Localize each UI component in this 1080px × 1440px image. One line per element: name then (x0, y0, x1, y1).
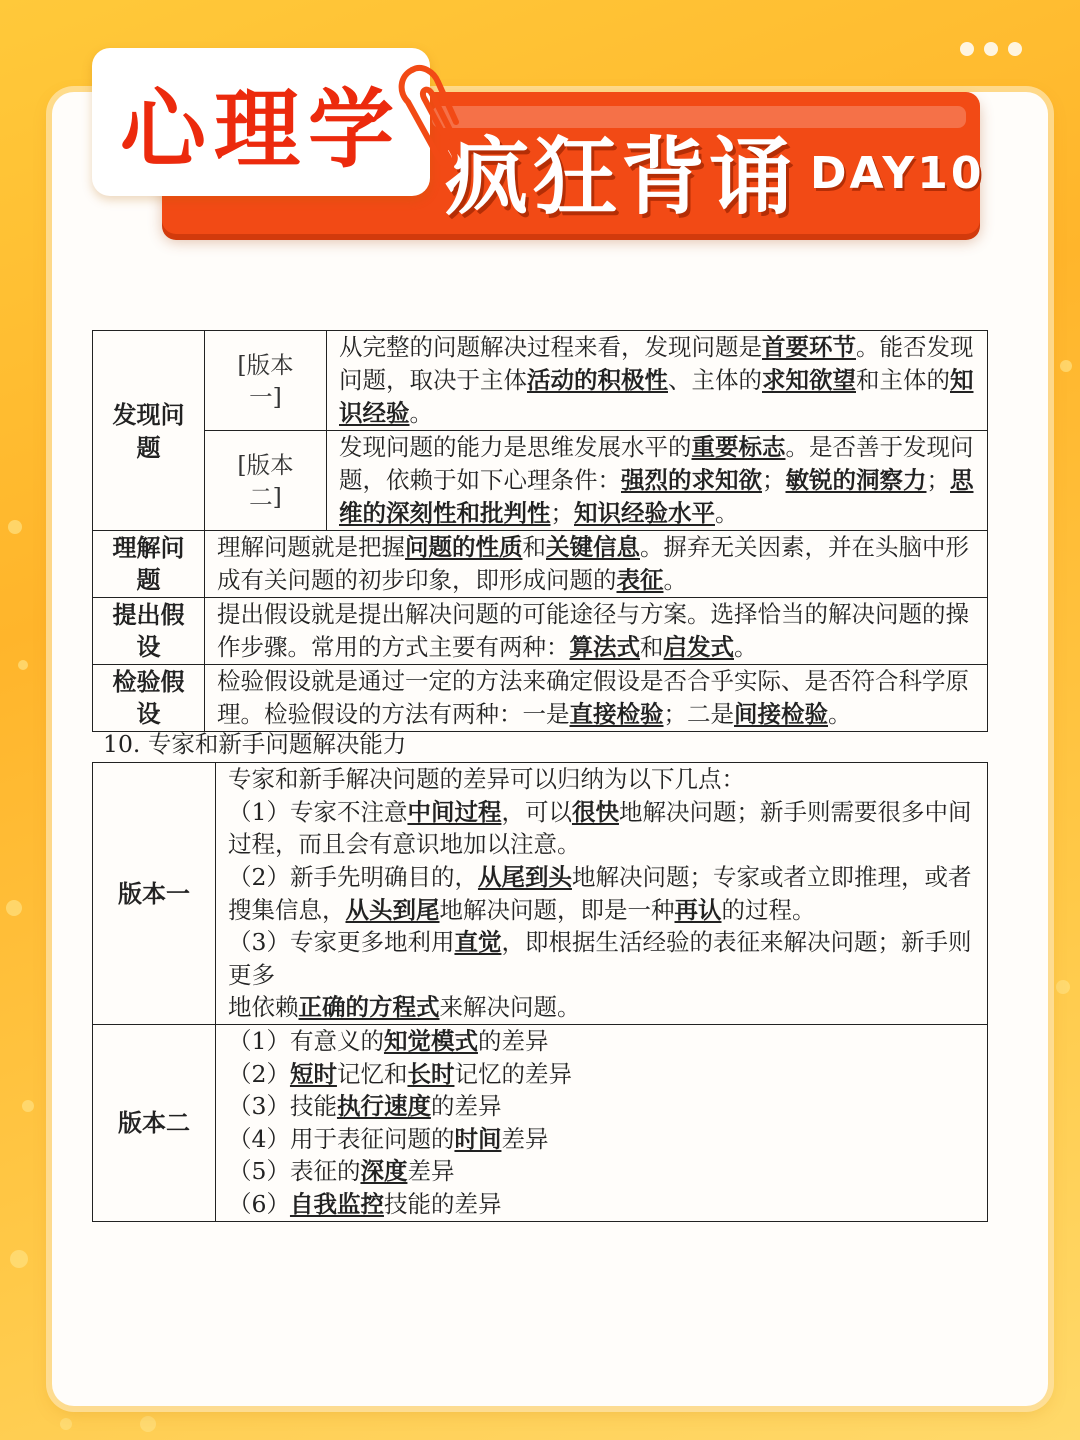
key-term: 很快 (571, 797, 619, 826)
problem-solving-table (92, 330, 988, 732)
text-run: ； (926, 466, 950, 494)
row-heading: 版本一 (93, 763, 216, 1025)
table-row (93, 331, 988, 431)
text-run: 。 (734, 633, 758, 661)
key-term: 时间 (454, 1124, 502, 1153)
text-run: 技能的差异 (383, 1189, 502, 1218)
text-run: 。 (828, 700, 852, 728)
key-term: 长时 (407, 1059, 455, 1088)
version-two-points (216, 1025, 987, 1221)
text-run: 的过程。 (721, 895, 816, 924)
title-left: 心理学 (120, 80, 402, 180)
point (228, 991, 975, 1024)
difference-item (228, 1058, 975, 1091)
text-run: ，即根据生活经验的表征来解决问题；新手则更多 (228, 928, 972, 989)
text-run: 。 (663, 566, 687, 594)
text-run: 地解决问题，即是一种 (439, 895, 675, 924)
decor-dot (18, 660, 28, 670)
decor-dot (1056, 980, 1070, 994)
text-run: 的差异 (477, 1027, 549, 1055)
table-row (93, 598, 988, 665)
text-run: （2）新手先明确目的， (228, 862, 478, 891)
table-row (93, 431, 988, 531)
key-term: 问题的性质 (405, 533, 523, 561)
difference-item (228, 1188, 975, 1221)
text-run: 差异 (407, 1157, 455, 1186)
key-term: 知识经验 (339, 366, 974, 427)
difference-item (228, 1090, 975, 1123)
decor-dot (6, 900, 22, 916)
point (228, 796, 975, 861)
version-label: [版本二] (205, 431, 327, 531)
text-run: （4）用于表征问题的 (228, 1124, 455, 1153)
text-run: 提出假设就是提出解决问题的可能途径与方案。选择恰当的解决问题的操作步骤。常用的方式主要有两种： (217, 600, 969, 661)
key-term: 求知欲望 (762, 366, 856, 394)
row-content (216, 1025, 988, 1222)
key-term: 再认 (674, 895, 722, 924)
paperclip-icon (392, 62, 462, 172)
row-content (205, 531, 988, 598)
text-run: ； (762, 466, 786, 494)
row-heading: 版本二 (93, 1025, 216, 1222)
decor-dot (140, 1416, 156, 1432)
text-run: 地依赖 (228, 993, 299, 1022)
text-run: （3）技能 (228, 1092, 337, 1121)
table-row (93, 763, 988, 1025)
row-heading: 检验假设 (93, 665, 205, 732)
key-term: 间接检验 (734, 700, 828, 728)
key-term: 重要标志 (691, 433, 786, 461)
point (228, 763, 975, 796)
key-term: 正确的方程式 (298, 993, 440, 1022)
difference-item (228, 1155, 975, 1188)
decor-dot (60, 1418, 72, 1430)
key-term: 执行速度 (336, 1092, 431, 1121)
key-term: 直觉 (454, 928, 502, 957)
key-term: 强烈的求知欲 (621, 466, 762, 494)
text-run: （1）专家不注意 (228, 797, 408, 826)
difference-item (228, 1025, 975, 1058)
text-run: （5）表征的 (228, 1157, 361, 1186)
key-term: 知觉模式 (383, 1027, 478, 1055)
decor-dot (10, 1250, 28, 1268)
text-run: ；二是 (663, 700, 734, 728)
row-content (327, 331, 988, 431)
text-run: （6） (228, 1189, 290, 1218)
page-indicator (960, 42, 1022, 56)
row-heading: 提出假设 (93, 598, 205, 665)
text-run: 专家和新手解决问题的差异可以归纳为以下几点： (228, 765, 745, 794)
text-run: 。 (715, 499, 739, 527)
text-run: 差异 (501, 1124, 549, 1153)
text-run: 记忆和 (336, 1059, 408, 1088)
text-run: 。摒弃无关因素，并在头脑中形成有关问题的初步印象，即形成问题的 (217, 533, 969, 594)
version-label: [版本一] (205, 331, 327, 431)
decor-dot (8, 520, 22, 534)
table-row (93, 531, 988, 598)
text-run: 理解问题就是把握 (217, 533, 405, 561)
difference-item (228, 1123, 975, 1156)
decor-dot (1060, 360, 1072, 372)
text-run: 发现问题的能力是思维发展水平的 (339, 433, 692, 461)
text-run: 检验假设就是通过一定的方法来确定假设是否合乎实际、是否符合科学原理。检验假设的方法有两种：一是 (217, 667, 969, 728)
text-run: 的差异 (430, 1092, 502, 1121)
text-run: 从完整的问题解决过程来看，发现问题是 (339, 333, 762, 361)
row-heading: 发现问题 (93, 331, 205, 531)
key-term: 直接检验 (569, 700, 664, 728)
key-term: 思维的深刻性和批判性 (339, 466, 974, 527)
key-term: 表征 (616, 566, 664, 594)
text-run: 、主体的 (668, 366, 762, 394)
text-run: （2） (228, 1059, 290, 1088)
text-run: 。是否善于发现问题，依赖于如下心理条件： (339, 433, 974, 494)
decor-dot (22, 1100, 34, 1112)
text-run: ； (550, 499, 574, 527)
key-term: 中间过程 (407, 797, 502, 826)
title-day: DAY10 (810, 148, 985, 199)
key-term: 首要环节 (762, 333, 856, 361)
row-content (205, 598, 988, 665)
row-content (327, 431, 988, 531)
key-term: 自我监控 (289, 1189, 384, 1218)
key-term: 启发式 (663, 633, 734, 661)
text-run: 和 (522, 533, 546, 561)
text-run: ，可以 (501, 797, 572, 826)
text-run: 和主体的 (856, 366, 950, 394)
point (228, 926, 975, 991)
text-run: 。能否发现问题，取决于主体 (339, 333, 974, 394)
key-term: 算法式 (569, 633, 640, 661)
text-run: 地解决问题；专家或者立即推理，或者搜集信息， (228, 862, 972, 924)
row-content (216, 763, 988, 1025)
text-run: 地解决问题；新手则需要很多中间过程，而且会有意识地加以注意。 (228, 797, 972, 859)
key-term: 知识经验水平 (574, 499, 715, 527)
version-one-points (216, 763, 987, 1024)
text-run: （1）有意义的 (228, 1027, 384, 1055)
key-term: 从尾到头 (477, 862, 572, 891)
text-run: 。 (409, 399, 433, 427)
text-run: 来解决问题。 (439, 993, 581, 1022)
section-title: 10. 专家和新手问题解决能力 (103, 730, 407, 758)
key-term: 短时 (289, 1059, 337, 1088)
table-row (93, 1025, 988, 1222)
row-heading: 理解问题 (93, 531, 205, 598)
point (228, 861, 975, 926)
expert-novice-table (92, 762, 988, 1222)
key-term: 活动的积极性 (527, 366, 668, 394)
text-run: 和 (640, 633, 664, 661)
text-run: 记忆的差异 (454, 1059, 572, 1088)
row-content (205, 665, 988, 732)
table-row (93, 665, 988, 732)
title-main: 疯狂背诵 (445, 128, 798, 226)
key-term: 敏锐的洞察力 (785, 466, 927, 494)
text-run: （3）专家更多地利用 (228, 928, 455, 957)
title-tag (92, 48, 430, 196)
key-term: 关键信息 (546, 533, 640, 561)
key-term: 从头到尾 (345, 895, 440, 924)
key-term: 深度 (360, 1157, 408, 1186)
